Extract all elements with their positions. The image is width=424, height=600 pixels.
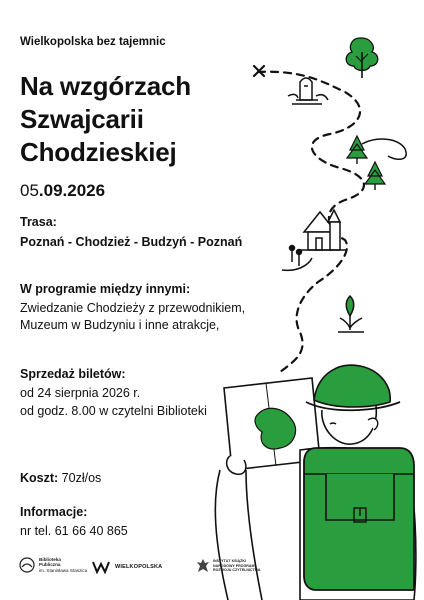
library-logo (18, 556, 87, 574)
info-phone: nr tel. 61 66 40 865 (20, 524, 128, 538)
cost-label: Koszt: (20, 471, 59, 485)
library-line-3: im. Stanisława Staszica (39, 567, 88, 573)
wielkopolska-name: WIELKOPOLSKA (115, 564, 163, 570)
library-line-2: Publiczna (39, 562, 61, 568)
program-line-2: Muzeum w Budzyniu i inne atrakcje, (20, 318, 220, 332)
event-date (20, 181, 105, 201)
tree-icon (346, 38, 378, 78)
wielkopolska-logo (92, 560, 162, 574)
institute-line-2: NARODOWY PROGRAM (213, 563, 255, 568)
institute-line-1: INSTYTUT KSIĄŻKI (213, 559, 246, 564)
footer-logos (18, 556, 278, 584)
program-label: W programie między innymi: (20, 282, 191, 296)
eagle-emblem-icon (196, 557, 210, 575)
institute-line-3: ROZWOJU CZYTELNICTWA (213, 568, 261, 573)
tickets-label: Sprzedaż biletów: (20, 367, 126, 381)
church-icon (300, 210, 346, 250)
institute-logo (196, 557, 261, 575)
cost (20, 471, 101, 485)
date-day: 05 (20, 181, 39, 200)
wielkopolska-emblem-icon (92, 560, 112, 574)
title-line-1: Na wzgórzach (20, 71, 191, 101)
sprout-icon (338, 296, 364, 332)
info-label: Informacje: (20, 505, 88, 519)
series-title: Wielkopolska bez tajemnic (20, 36, 166, 48)
tickets-line-1: od 24 sierpnia 2026 r. (20, 386, 141, 400)
cost-value: 70zł/os (58, 471, 102, 485)
poster-title (20, 70, 191, 169)
library-emblem-icon (18, 556, 36, 574)
dashed-trail (258, 72, 364, 372)
title-line-3: Chodzieskiej (20, 137, 177, 167)
date-rest: .09.2026 (38, 181, 106, 200)
library-line-1: Biblioteka (39, 556, 61, 562)
tickets-line-2: od godz. 8.00 w czytelni Biblioteki (20, 404, 207, 418)
route-value: Poznań - Chodzież - Budzyń - Poznań (20, 235, 243, 249)
forest-icon (347, 136, 406, 190)
program-line-1: Zwiedzanie Chodzieży z przewodnikiem, (20, 301, 246, 315)
route-label: Trasa: (20, 215, 57, 229)
title-line-2: Szwajcarii (20, 104, 144, 134)
